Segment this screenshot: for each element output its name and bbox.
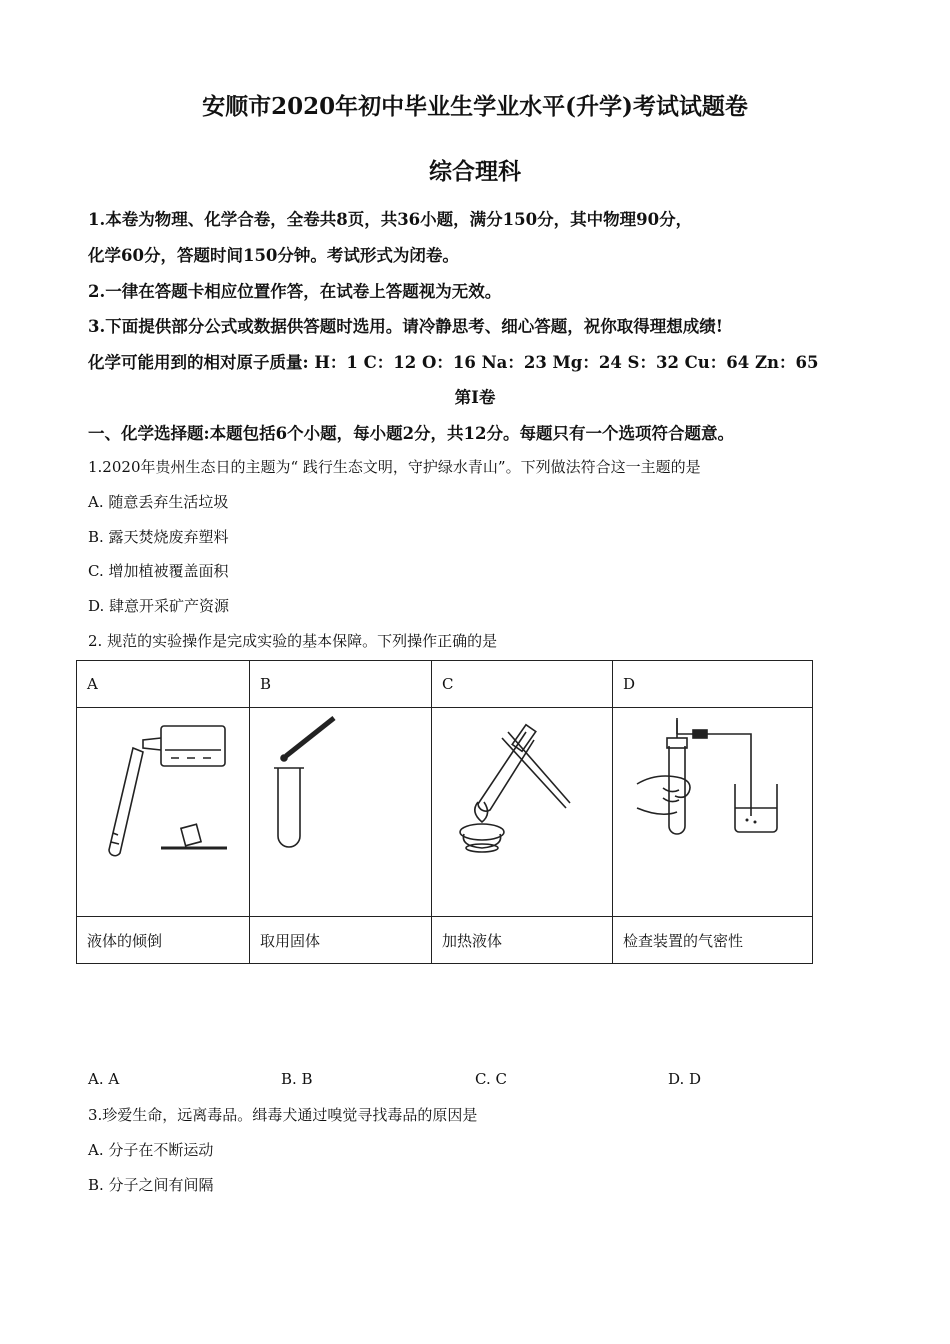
air-tightness-illustration — [623, 708, 802, 916]
q2-option-c: C. C — [475, 1070, 507, 1088]
q1-option-a: A. 随意丢弃生活垃圾 — [88, 493, 229, 511]
q3-option-b: B. 分子之间有间隔 — [88, 1176, 214, 1194]
q2-option-a: A. A — [88, 1070, 120, 1088]
take-solid-figure — [250, 708, 432, 917]
q2-option-d: D. D — [668, 1070, 702, 1088]
caption-b: 取用固体 — [250, 917, 432, 964]
caption-d: 检查装置的气密性 — [613, 917, 813, 964]
note-line-3: 2.一律在答题卡相应位置作答，在试卷上答题视为无效。 — [88, 282, 502, 301]
take-solid-illustration — [260, 708, 421, 916]
caption-c: 加热液体 — [432, 917, 613, 964]
table-header-a: A — [77, 661, 250, 708]
heat-liquid-illustration — [442, 708, 602, 916]
caption-a: 液体的倾倒 — [77, 917, 250, 964]
pour-liquid-figure — [77, 708, 250, 917]
q1-stem: 1.2020年贵州生态日的主题为“ 践行生态文明，守护绿水青山”。下列做法符合这一主题的是 — [88, 458, 701, 476]
exam-title: 安顺市2020年初中毕业生学业水平(升学)考试试题卷 — [202, 93, 748, 120]
q1-option-b: B. 露天焚烧废弃塑料 — [88, 528, 229, 546]
heat-liquid-figure — [432, 708, 613, 917]
table-header-c: C — [432, 661, 613, 708]
q2-stem: 2. 规范的实验操作是完成实验的基本保障。下列操作正确的是 — [88, 632, 498, 650]
atomic-mass-line: 化学可能用到的相对原子质量: H：1 C：12 O：16 Na：23 Mg：24 S：32 Cu：64 Zn：65 — [88, 353, 819, 372]
exam-subtitle: 综合理科 — [429, 158, 521, 185]
note-line-2: 化学60分，答题时间150分钟。考试形式为闭卷。 — [88, 246, 459, 265]
note-line-1: 1.本卷为物理、化学合卷，全卷共8页，共36小题，满分150分，其中物理90分， — [88, 210, 693, 229]
table-header-d: D — [613, 661, 813, 708]
operations-table — [76, 660, 813, 964]
q1-option-d: D. 肆意开采矿产资源 — [88, 597, 230, 615]
volume-heading: 第I卷 — [454, 388, 496, 407]
q1-option-c: C. 增加植被覆盖面积 — [88, 562, 229, 580]
section-title: 一、化学选择题:本题包括6个小题，每小题2分，共12分。每题只有一个选项符合题意。 — [88, 424, 735, 443]
air-tightness-figure — [613, 708, 813, 917]
q3-stem: 3.珍爱生命，远离毒品。缉毒犬通过嗅觉寻找毒品的原因是 — [88, 1106, 478, 1124]
pour-liquid-illustration — [87, 708, 239, 916]
q2-option-b: B. B — [281, 1070, 313, 1088]
table-header-b: B — [250, 661, 432, 708]
note-line-4: 3.下面提供部分公式或数据供答题时选用。请冷静思考、细心答题，祝你取得理想成绩! — [88, 317, 723, 336]
q3-option-a: A. 分子在不断运动 — [88, 1141, 214, 1159]
